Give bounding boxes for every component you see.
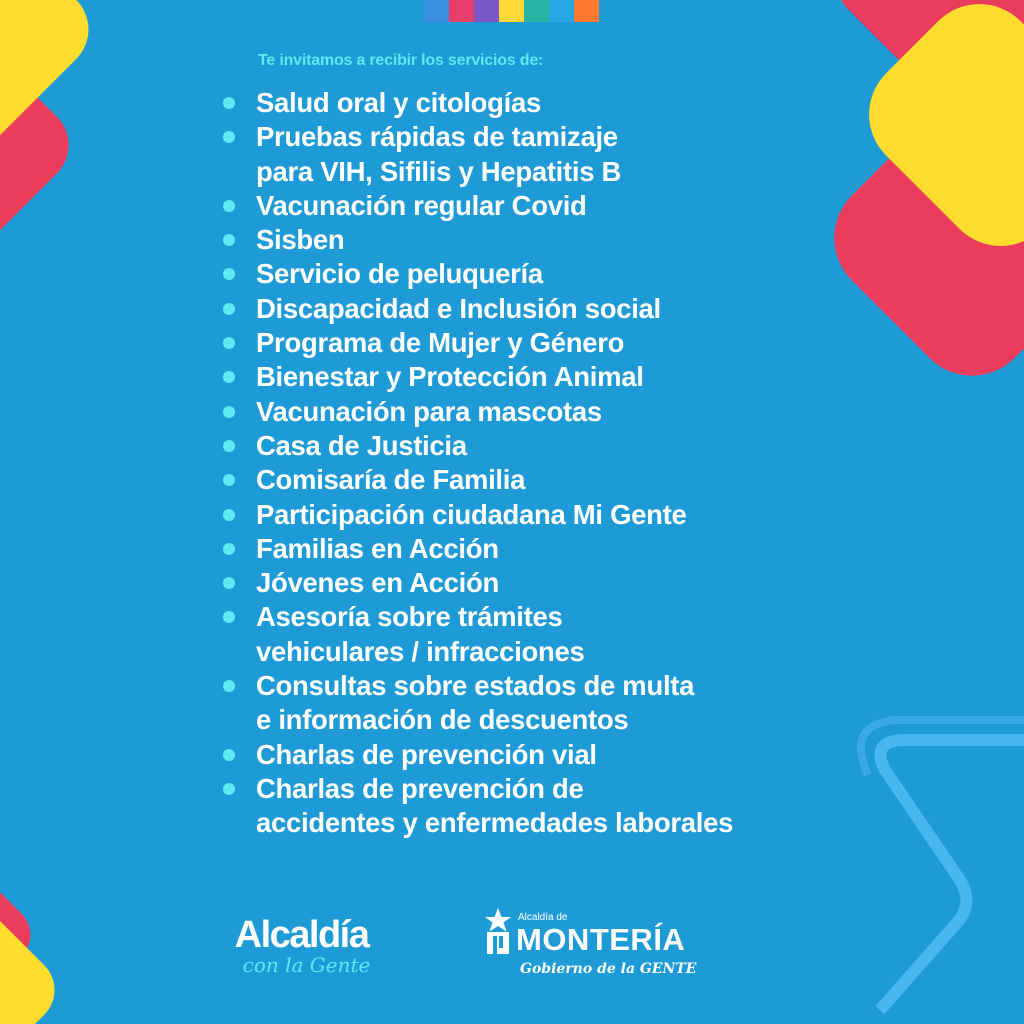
deco-red-top-left xyxy=(0,25,85,265)
top-color-bar xyxy=(424,0,599,22)
deco-yellow-bottom-left xyxy=(0,891,69,1024)
service-label: Vacunación regular Covid xyxy=(256,189,587,221)
top-bar-swatch xyxy=(549,0,574,22)
logo-left-main: Alcaldía xyxy=(234,914,369,956)
service-item xyxy=(218,189,838,223)
top-bar-swatch xyxy=(499,0,524,22)
service-label: Casa de Justicia xyxy=(256,429,467,461)
deco-red-top-right xyxy=(809,89,1024,400)
top-bar-swatch xyxy=(474,0,499,22)
service-label: Discapacidad e Inclusión social xyxy=(256,292,661,324)
bullet-icon xyxy=(223,371,235,383)
top-bar-swatch xyxy=(424,0,449,22)
service-label: Asesoría sobre trámites vehiculares / infracciones xyxy=(256,601,585,667)
service-item xyxy=(218,395,838,429)
top-bar-swatch xyxy=(449,0,474,22)
deco-outline-chevron-outer xyxy=(861,720,1024,775)
service-label: Jóvenes en Acción xyxy=(256,567,500,599)
service-item xyxy=(218,86,838,120)
bullet-icon xyxy=(223,200,235,212)
bullet-icon xyxy=(223,406,235,418)
service-label: Comisaría de Familia xyxy=(256,464,526,496)
bullet-icon xyxy=(223,783,235,795)
service-label: Sisben xyxy=(256,224,345,256)
service-item xyxy=(218,566,838,600)
bullet-icon xyxy=(223,234,235,246)
service-item xyxy=(218,532,838,566)
service-label: Participación ciudadana Mi Gente xyxy=(256,498,687,530)
bullet-icon xyxy=(223,749,235,761)
bullet-icon xyxy=(223,611,235,623)
service-label: Familias en Acción xyxy=(256,532,499,564)
bullet-icon xyxy=(223,440,235,452)
service-item xyxy=(218,463,838,497)
bullet-icon xyxy=(223,268,235,280)
service-label: Bienestar y Protección Animal xyxy=(256,361,644,393)
service-item xyxy=(218,772,838,841)
service-item xyxy=(218,498,838,532)
service-label: Vacunación para mascotas xyxy=(256,395,602,427)
deco-yellow-top-left xyxy=(0,0,106,171)
monteria-logo xyxy=(480,908,710,988)
alcaldia-con-la-gente-logo xyxy=(214,914,389,976)
bullet-icon xyxy=(223,680,235,692)
service-item xyxy=(218,669,838,738)
intro-text: Te invitamos a recibir los servicios de: xyxy=(258,52,544,69)
service-label: Salud oral y citologías xyxy=(256,87,541,118)
bullet-icon xyxy=(223,509,235,521)
logo-left-sub: con la Gente xyxy=(242,953,371,977)
service-item xyxy=(218,738,838,772)
service-label: Programa de Mujer y Género xyxy=(256,327,625,359)
logo-right-city: MONTERÍA xyxy=(516,922,686,957)
logo-right-tagline: Gobierno de la GENTE xyxy=(520,961,697,977)
bullet-icon xyxy=(223,303,235,315)
service-item xyxy=(218,600,838,669)
bullet-icon xyxy=(223,543,235,555)
bullet-icon xyxy=(223,577,235,589)
service-item xyxy=(218,326,838,360)
bullet-icon xyxy=(223,97,235,109)
bullet-icon xyxy=(223,337,235,349)
service-item xyxy=(218,429,838,463)
top-bar-swatch xyxy=(524,0,549,22)
service-label: Servicio de peluquería xyxy=(256,258,543,290)
deco-outline-chevron xyxy=(880,740,1024,1010)
bullet-icon xyxy=(223,131,235,143)
service-item xyxy=(218,120,838,189)
service-label: Pruebas rápidas de tamizaje para VIH, Sifilis y Hepatitis B xyxy=(256,121,622,187)
service-item xyxy=(218,223,838,257)
services-list xyxy=(218,86,838,841)
service-label: Consultas sobre estados de multa e información de descuentos xyxy=(256,670,695,736)
service-label: Charlas de prevención de accidentes y enfermedades laborales xyxy=(256,772,734,839)
top-bar-swatch xyxy=(574,0,599,22)
bullet-icon xyxy=(223,474,235,486)
deco-yellow-top-right xyxy=(845,0,1024,270)
service-item xyxy=(218,257,838,291)
service-item xyxy=(218,360,838,394)
service-item xyxy=(218,292,838,326)
logo-right-small: Alcaldía de xyxy=(518,912,568,923)
star-tower-icon xyxy=(482,908,514,956)
deco-red-bottom-left xyxy=(0,857,43,1013)
service-label: Charlas de prevención vial xyxy=(256,738,597,770)
deco-red-top-right-corner xyxy=(820,0,1024,115)
